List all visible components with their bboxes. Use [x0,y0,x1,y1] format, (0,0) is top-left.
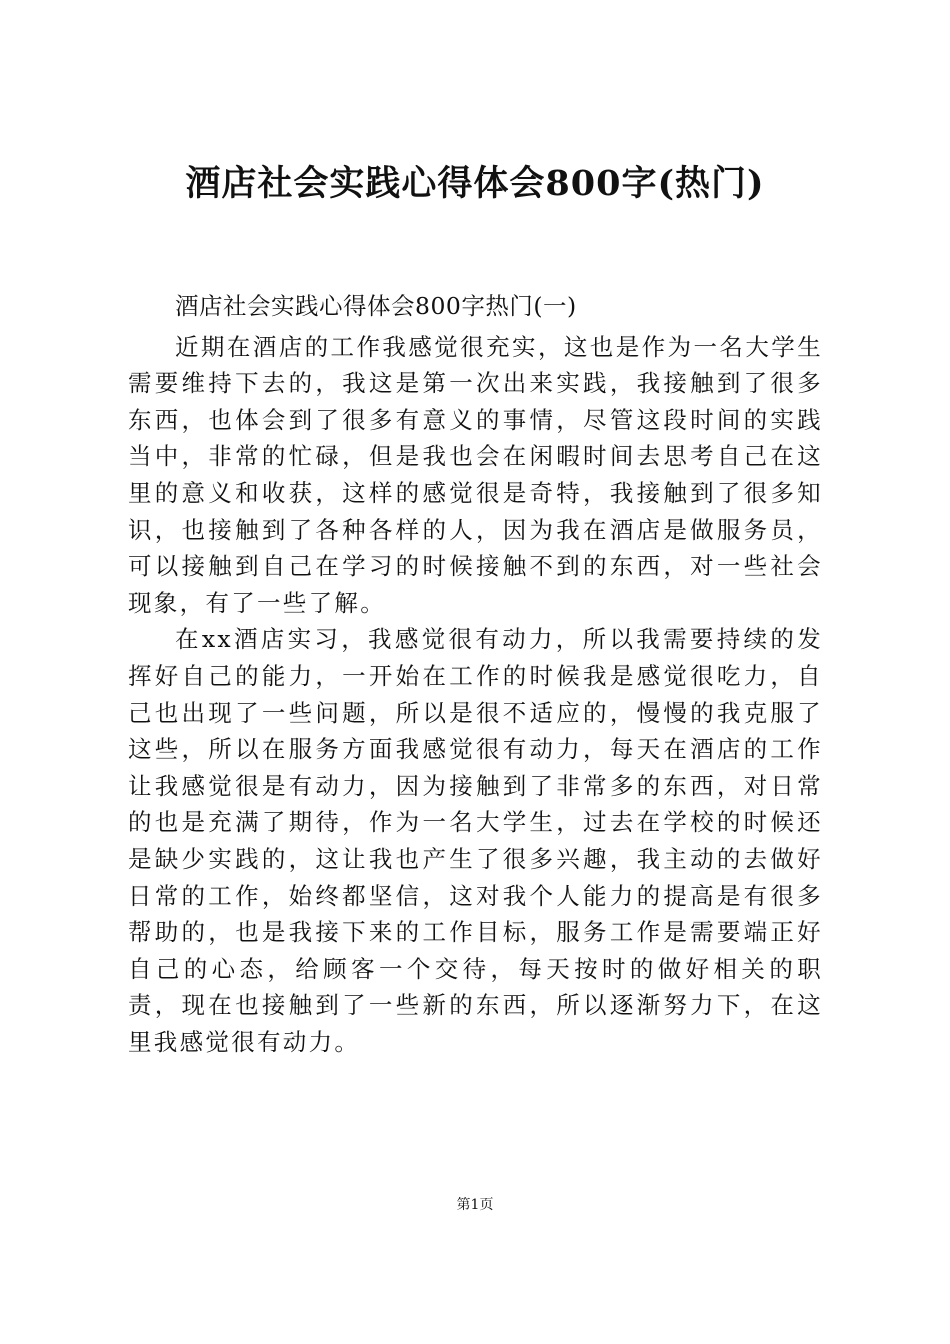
section-heading: 酒店社会实践心得体会800字热门(一) [175,292,577,320]
paragraph-1: 近期在酒店的工作我感觉很充实，这也是作为一名大学生需要维持下去的，我这是第一次出来实践，我接触到了很多东西，也体会到了很多有意义的事情，尽管这段时间的实践当中，非常的忙碌，但是我也会在闲暇时间去思考自己在这里的意义和收获，这样的感觉很是奇特，我接触到了很多知识，也接触到了各种各样的人，因为我在酒店是做服务员，可以接触到自己在学习的时候接触不到的东西，对一些社会现象，有了一些了解。 [128,332,823,617]
paragraph-2: 在xx酒店实习，我感觉很有动力，所以我需要持续的发挥好自己的能力，一开始在工作的时候我是感觉很吃力，自己也出现了一些问题，所以是很不适应的，慢慢的我克服了这些，所以在服务方面我感觉很有动力，每天在酒店的工作让我感觉很是有动力，因为接触到了非常多的东西，对日常的也是充满了期待，作为一名大学生，过去在学校的时候还是缺少实践的，这让我也产生了很多兴趣，我主动的去做好日常的工作，始终都坚信，这对我个人能力的提高是有很多帮助的，也是我接下来的工作目标，服务工作是需要端正好自己的心态，给顾客一个交待，每天按时的做好相关的职责，现在也接触到了一些新的东西，所以逐渐努力下，在这里我感觉很有动力。 [128,625,823,1056]
document-title: 酒店社会实践心得体会800字(热门) [185,163,765,204]
page-number: 第1页 [456,1197,494,1213]
document-body [128,288,823,1060]
